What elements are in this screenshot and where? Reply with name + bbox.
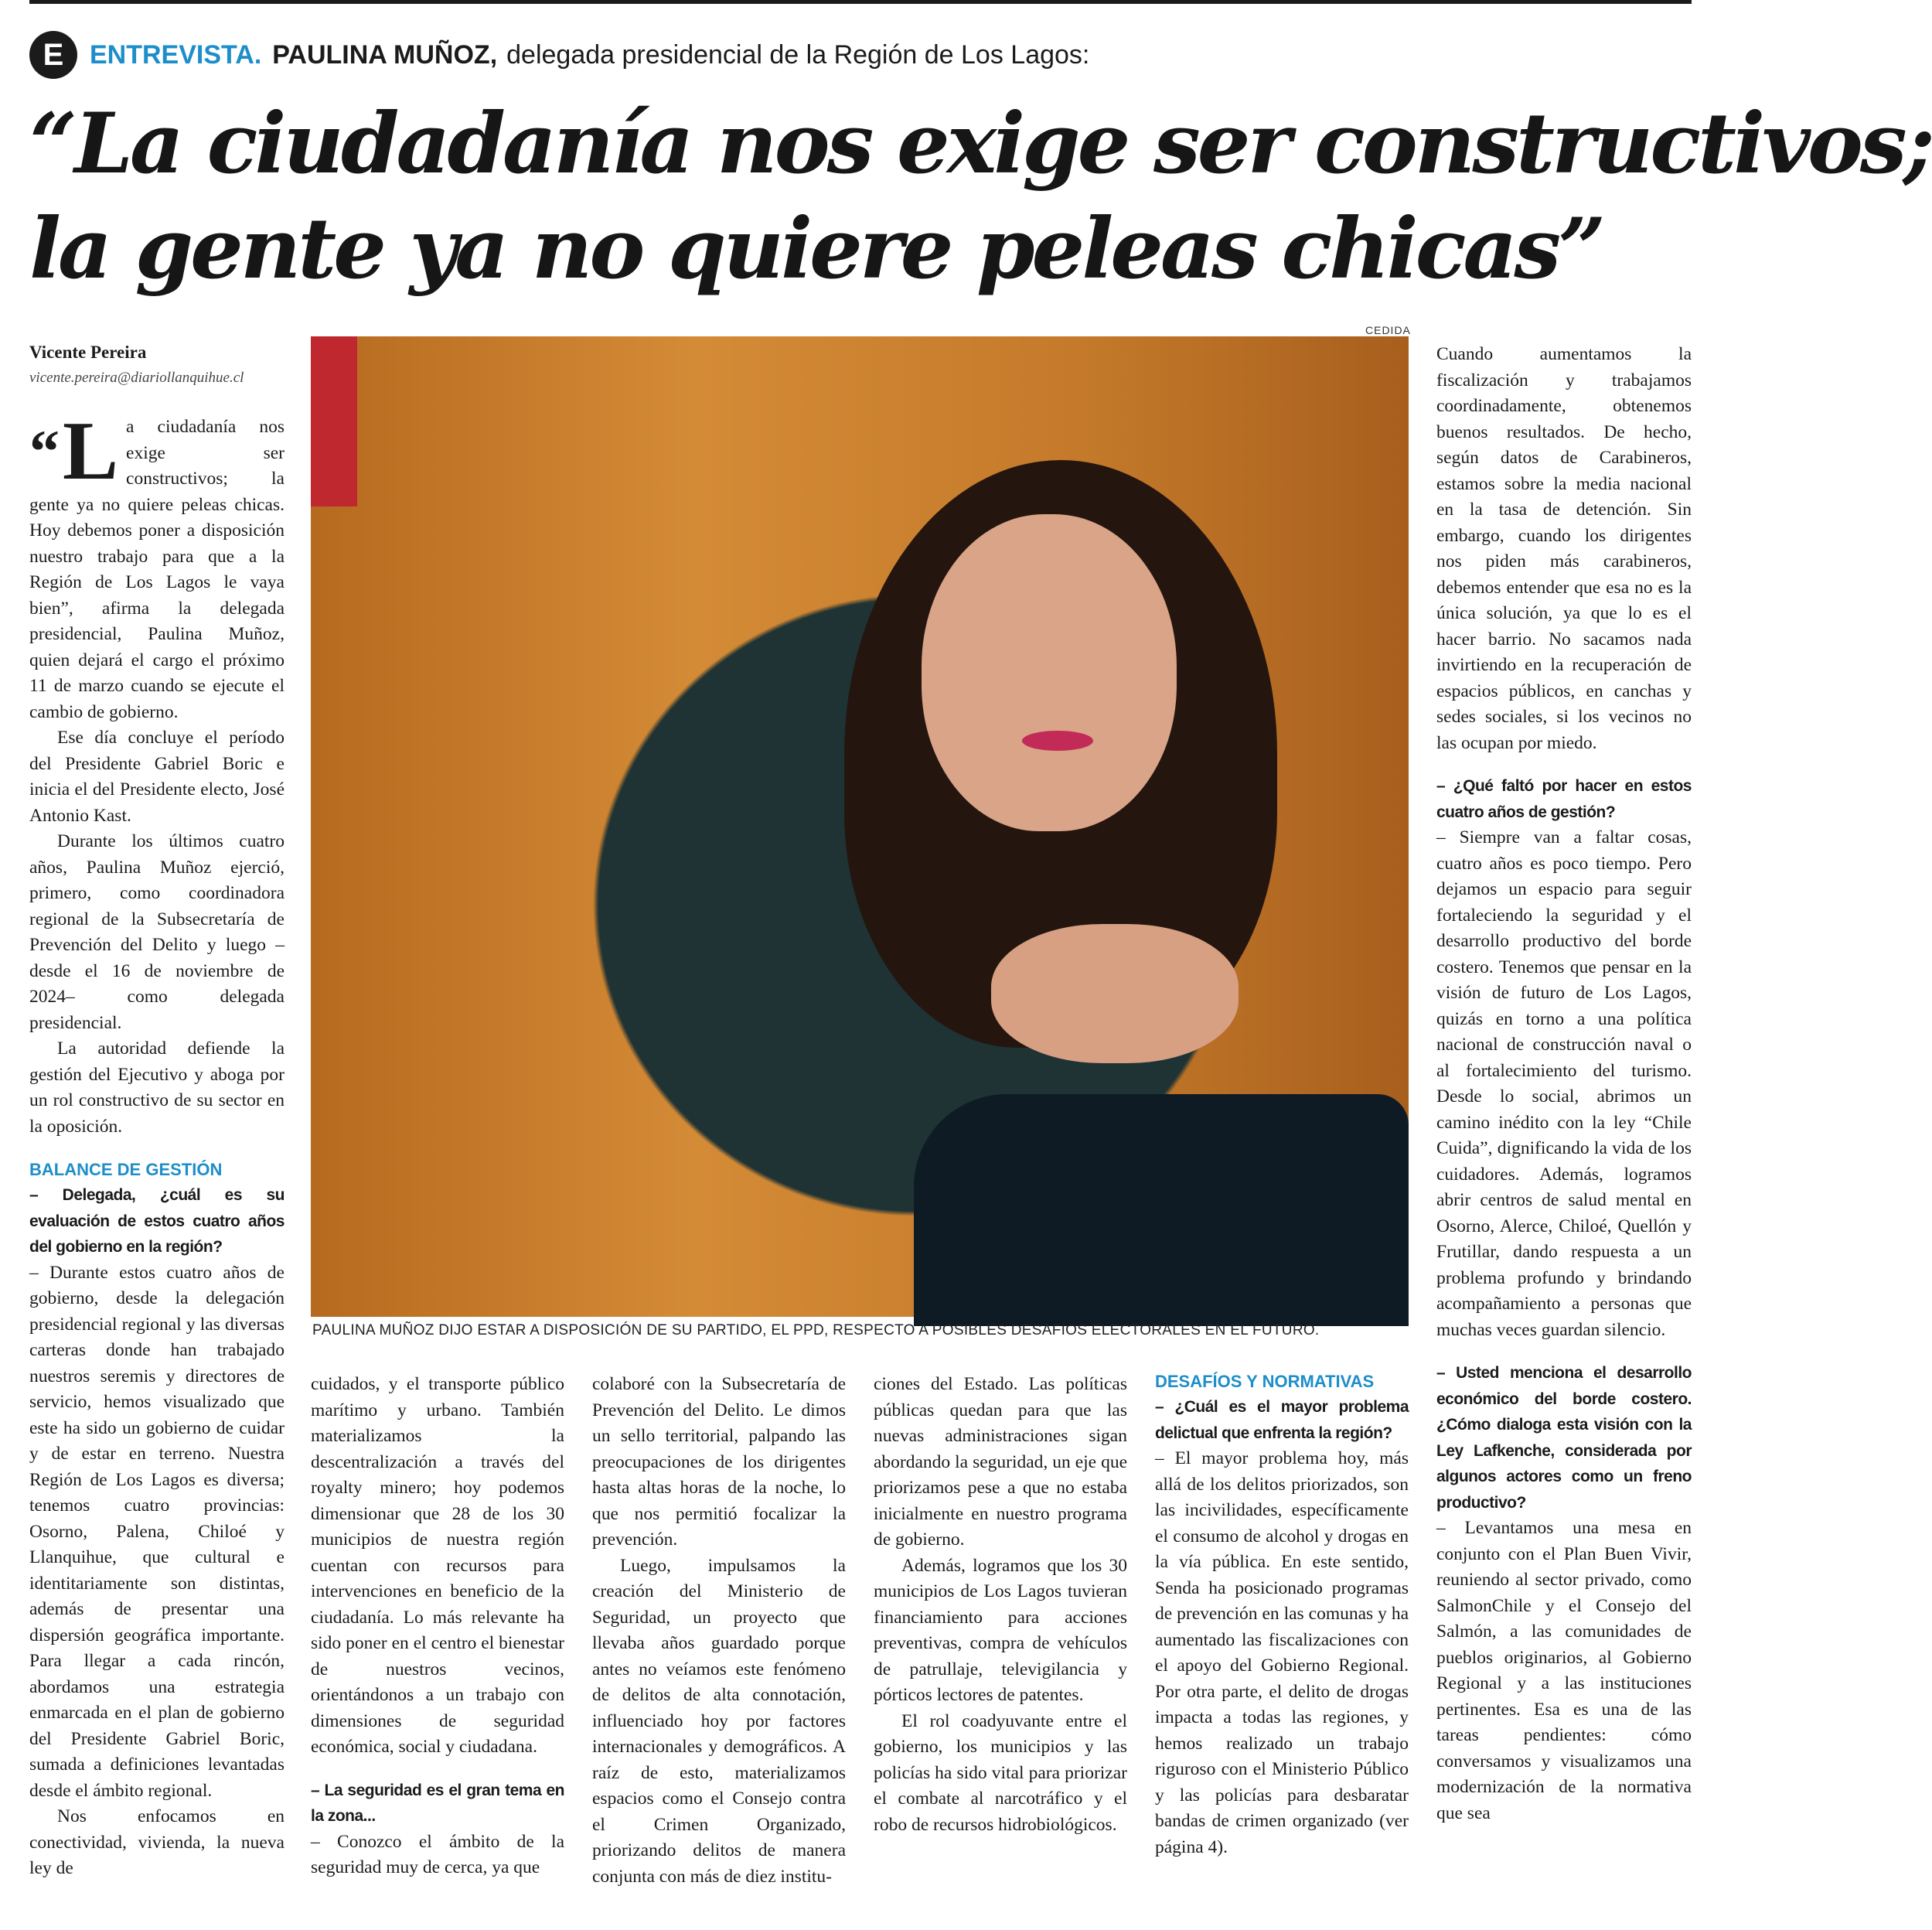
lips-shape <box>1022 731 1093 751</box>
paragraph: Luego, impulsamos la creación del Ministerio de Seguridad, un proyecto que llevaba años guardado porque antes no veíamos este fenómeno de delitos de alta connotación, influenciado hoy por factores internacionales y demográficos. A raíz de esto, materializamos espacios como el Consejo contra el Crimen Organizado, priorizando delitos de manera conjunta con más de diez institu- <box>592 1555 846 1887</box>
byline-author: Vicente Pereira <box>29 343 147 362</box>
column-2 <box>311 1372 564 1881</box>
hands-shape <box>991 924 1239 1063</box>
question: – La seguridad es el gran tema en la zona... <box>311 1781 564 1825</box>
kicker-name: PAULINA MUÑOZ, <box>272 39 498 70</box>
photo-credit: CEDIDA <box>1365 324 1411 336</box>
paragraph: colaboré con la Subsecretaría de Prevención del Delito. Le dimos un sello territorial, palpando las preocupaciones de los dirigentes hasta altas horas de la noche, lo que nos permitió focalizar la prevención. <box>592 1374 846 1550</box>
byline-email[interactable]: vicente.pereira@diariollanquihue.cl <box>29 370 244 386</box>
headline-line-1: “La ciudadanía nos exige ser constructivos; <box>29 95 1932 193</box>
paragraph: Durante los últimos cuatro años, Paulina Muñoz ejerció, primero, como coordinadora regional de la Subsecretaría de Prevención del Delito y luego –desde el 16 de noviembre de 2024– como delegada presidencial. <box>29 831 285 1033</box>
question: – Usted menciona el desarrollo económico del borde costero. ¿Cómo dialoga esta visión con la Ley Lafkenche, considerada por algunos actores como un freno productivo? <box>1436 1364 1692 1512</box>
lead-paragraph: “L a ciudadanía nos exige ser constructivos; la gente ya no quiere peleas chicas. Hoy debemos poner a disposición nuestro trabajo para que a la Región de Los Lagos le vaya bien”, afirma la delegada presidencial, Paulina Muñoz, quien dejará el cargo el próximo 11 de marzo cuando se ejecute el cambio de gobierno. <box>29 405 285 722</box>
paragraph: Ese día concluye el período del Presidente Gabriel Boric e inicia el del Presidente electo, José Antonio Kast. <box>29 728 285 826</box>
kicker <box>29 28 1089 82</box>
chair-shape <box>914 1094 1409 1326</box>
photo-caption: PAULINA MUÑOZ DIJO ESTAR A DISPOSICIÓN DE SU PARTIDO, EL PPD, RESPECTO A POSIBLES DESAFÍOS ELECTORALES EN EL FUTURO. <box>312 1322 1320 1338</box>
paragraph: La autoridad defiende la gestión del Ejecutivo y aboga por un rol constructivo de su sector en la oposición. <box>29 1038 285 1137</box>
column-3 <box>592 1372 846 1890</box>
face-shape <box>922 514 1177 831</box>
question: – Delegada, ¿cuál es su evaluación de estos cuatro años del gobierno en la región? <box>29 1186 285 1256</box>
kicker-label: ENTREVISTA. <box>90 39 262 70</box>
column-4 <box>874 1372 1127 1838</box>
answer: – Durante estos cuatro años de gobierno, desde la delegación presidencial regional y las diversas carteras donde han trabajado nuestros seremis y directores de servicio, hemos visualizado que este ha sido un gobierno de cuidar y de estar en terreno. Nuestra Región de Los Lagos es diversa; tenemos cuatro provincias: Osorno, Palena, Chiloé y Llanquihue, que cultural e identitariamente son distintas, además de presentar una dispersión geográfica importante. Para llegar a cada rincón, abordamos una estrategia enmarcada en el plan de gobierno del Presidente Gabriel Boric, sumada a definiciones levantadas desde el ámbito regional. <box>29 1262 285 1801</box>
dropcap: “L <box>29 405 119 497</box>
answer: – Siempre van a faltar cosas, cuatro años es poco tiempo. Pero dejamos un espacio para seguir fortaleciendo la seguridad y el desarrollo productivo del borde costero. Tenemos que pensar en la visión de futuro de Los Lagos, quizás en torno a una política nacional de construcción naval o al fortalecimiento del turismo. Desde lo social, abrimos un camino inédito con la ley “Chile Cuida”, dignificando la vida de los cuidadores. Además, logramos abrir centros de salud mental en Osorno, Alerce, Chiloé, Quellón y Frutillar, dando respuesta a un problema profundo y brindando acompañamiento a personas que muchas veces guardan silencio. <box>1436 827 1692 1340</box>
question: – ¿Cuál es el mayor problema delictual que enfrenta la región? <box>1155 1398 1409 1442</box>
section-heading: DESAFÍOS Y NORMATIVAS <box>1155 1372 1375 1391</box>
section-badge: E <box>29 31 77 79</box>
paragraph: El rol coadyuvante entre el gobierno, los municipios y las policías ha sido vital para priorizar el combate al narcotráfico y el robo de recursos hidrobiológicos. <box>874 1710 1127 1835</box>
column-1 <box>29 405 285 1882</box>
column-6 <box>1436 342 1692 1826</box>
paragraph: cuidados, y el transporte público marítimo y urbano. También materializamos la descentralización a través del royalty minero; hoy podemos dimensionar que 28 de los 30 municipios de nuestra región cuentan con recursos para intervenciones en beneficio de la ciudadanía. Lo más relevante ha sido poner en el centro el bienestar de nuestros vecinos, orientándonos a un trabajo con dimensiones de seguridad económica, social y ciudadana. <box>311 1374 564 1757</box>
top-rule <box>29 0 1692 4</box>
paragraph: ciones del Estado. Las políticas públicas quedan para que las nuevas administraciones sigan abordando la seguridad, un eje que priorizamos pese a que no estaba inicialmente en nuestro programa de gobierno. <box>874 1374 1127 1550</box>
answer: – Levantamos una mesa en conjunto con el Plan Buen Vivir, reuniendo al sector privado, como SalmonChile y el Consejo del Salmón, a las comunidades de pueblos originarios, al Gobierno Regional y a las instituciones pertinentes. Esa es una de las tareas pendientes: cómo conversamos y visualizamos una modernización de la normativa que sea <box>1436 1518 1692 1823</box>
column-5 <box>1155 1369 1409 1860</box>
kicker-role: delegada presidencial de la Región de Los Lagos: <box>506 39 1090 70</box>
portrait-photo <box>311 336 1409 1317</box>
paragraph: Nos enfocamos en conectividad, vivienda, la nueva ley de <box>29 1806 285 1878</box>
answer: – Conozco el ámbito de la seguridad muy de cerca, ya que <box>311 1831 564 1877</box>
headline <box>29 91 1932 302</box>
paragraph: Además, logramos que los 30 municipios de Los Lagos tuvieran financiamiento para acciones preventivas, compra de vehículos de patrullaje, televigilancia y pórticos lectores de patentes. <box>874 1555 1127 1705</box>
answer: – El mayor problema hoy, más allá de los delitos priorizados, son las incivilidades, específicamente el consumo de alcohol y drogas en la vía pública. En este sentido, Senda ha posicionado programas de prevención en las comunas y ha aumentado las fiscalizaciones con el apoyo del Gobierno Regional. Por otra parte, el delito de drogas impacta a todas las regiones, y hemos realizado un trabajo riguroso con el Ministerio Público y las policías para desbaratar bandas de crimen organizado (ver página 4). <box>1155 1448 1409 1857</box>
headline-line-2: la gente ya no quiere peleas chicas” <box>29 200 1603 298</box>
paragraph: Cuando aumentamos la fiscalización y trabajamos coordinadamente, obtenemos buenos resultados. De hecho, según datos de Carabineros, estamos sobre la media nacional en la tasa de detención. Sin embargo, cuando los dirigentes nos piden más carabineros, debemos entender que esa no es la única solución, ya que lo es el hacer barrio. No sacamos nada invirtiendo en la recuperación de espacios públicos, en canchas y sedes sociales, si los vecinos no las ocupan por miedo. <box>1436 344 1692 753</box>
flag-shape <box>311 336 357 506</box>
question: – ¿Qué faltó por hacer en estos cuatro años de gestión? <box>1436 777 1692 821</box>
section-heading: BALANCE DE GESTIÓN <box>29 1160 223 1179</box>
